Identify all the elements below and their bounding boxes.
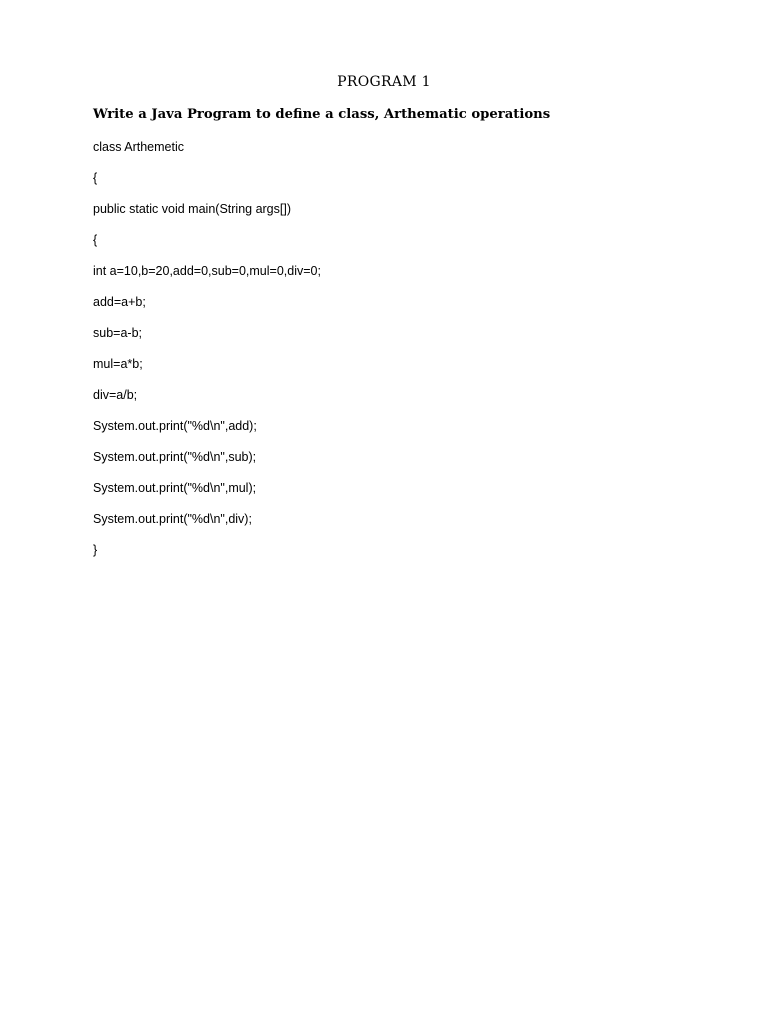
code-line: add=a+b; <box>93 295 146 309</box>
code-line: mul=a*b; <box>93 357 143 371</box>
code-line: { <box>93 233 98 247</box>
code-line: System.out.print("%d\n",mul); <box>93 481 257 495</box>
code-line: sub=a-b; <box>93 326 142 340</box>
code-line: public static void main(String args[]) <box>93 202 291 216</box>
code-line: int a=10,b=20,add=0,sub=0,mul=0,div=0; <box>93 264 321 278</box>
program-heading: Write a Java Program to define a class, Arthematic operations <box>93 107 551 122</box>
code-line: System.out.print("%d\n",div); <box>93 512 252 526</box>
code-line: } <box>93 543 98 557</box>
code-line: { <box>93 171 98 185</box>
code-line: System.out.print("%d\n",add); <box>93 419 257 433</box>
page-title: PROGRAM 1 <box>337 74 431 90</box>
code-line: class Arthemetic <box>93 140 185 154</box>
code-line: div=a/b; <box>93 388 138 402</box>
code-line: System.out.print("%d\n",sub); <box>93 450 257 464</box>
